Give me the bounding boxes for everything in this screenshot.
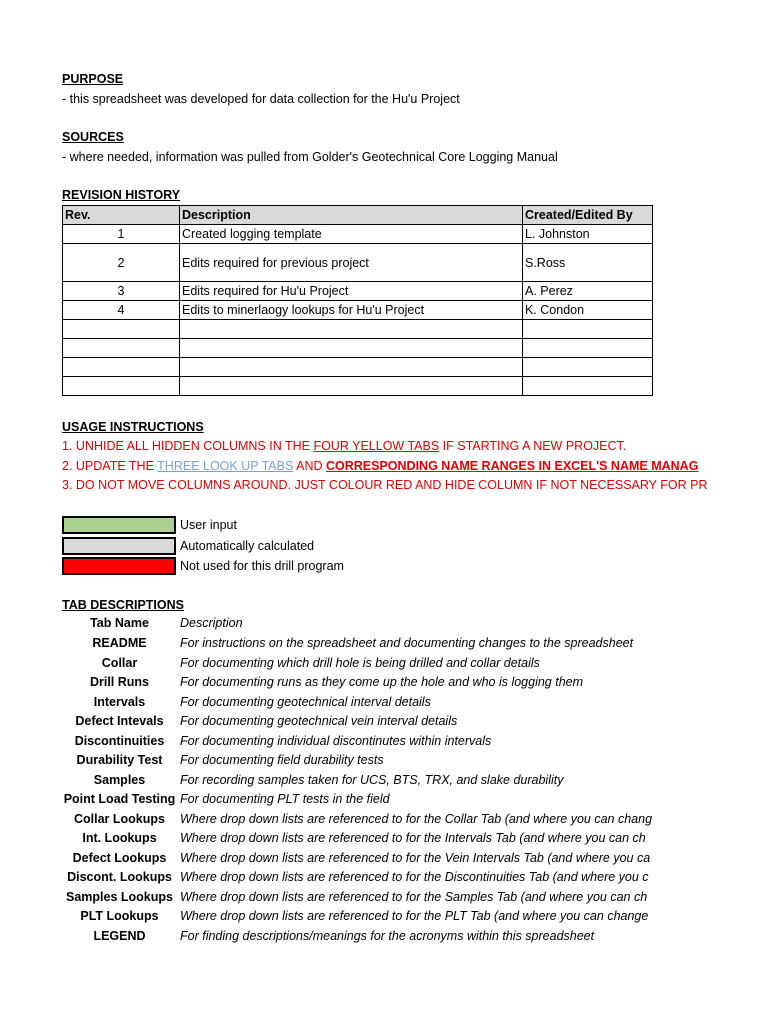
tab-name: PLT Lookups [80,909,159,923]
tab-desc: For finding descriptions/meanings for the acronyms within this spreadsheet [180,928,595,943]
tab-row-intervals [62,693,652,713]
revision-history-heading: REVISION HISTORY [62,188,181,202]
tab-name: Samples [93,772,146,787]
rev-cell[interactable] [63,339,180,358]
tab-row-samples-lookups [62,888,652,908]
description-cell[interactable]: Edits to minerlaogy lookups for Hu'u Project [180,301,523,320]
usage-instruction-1 [62,437,652,455]
tab-row-drill-runs [62,673,652,693]
table-row [63,301,653,320]
tab-desc: Where drop down lists are referenced to for the Samples Tab (and where you can ch [180,889,648,904]
tab-name: Intervals [93,694,146,709]
created-by-cell[interactable] [523,358,653,377]
tab-name: Drill Runs [89,675,150,689]
rev-cell[interactable] [63,320,180,339]
four-yellow-tabs-link[interactable]: FOUR YELLOW TABS [313,439,440,453]
legend-swatch-gray [62,537,176,555]
tab-desc: Where drop down lists are referenced to for the Discontinuities Tab (and where you c [180,870,649,884]
description-cell[interactable] [180,377,523,396]
tab-desc: Where drop down lists are referenced to for the PLT Tab (and where you can change [180,909,649,923]
usage-heading: USAGE INSTRUCTIONS [62,420,204,434]
tab-row-durability-test [62,751,652,771]
tab-row-int-lookups [62,829,652,849]
tab-name: Defect Intevals [75,714,164,728]
three-look-up-tabs-link[interactable]: THREE LOOK UP TABS [157,459,294,473]
created-by-cell[interactable] [523,320,653,339]
description-cell[interactable] [180,358,523,377]
usage-2-text-c: AND [293,459,326,473]
legend-label: Automatically calculated [180,539,315,553]
tab-row-point-load-testing [62,790,652,810]
description-cell[interactable]: Edits required for previous project [180,244,523,282]
description-cell[interactable] [180,320,523,339]
tab-row-collar-lookups [62,810,652,830]
description-cell[interactable]: Created logging template [180,225,523,244]
tab-desc: For instructions on the spreadsheet and documenting changes to the spreadsheet [180,636,634,650]
table-row [63,244,653,282]
table-row [63,225,653,244]
tab-name: Collar Lookups [74,811,165,826]
tab-row-discontinuities [62,732,652,752]
tab-desc: For documenting individual discontinutes within intervals [180,733,492,748]
rev-cell[interactable]: 2 [63,244,180,282]
tab-name: Point Load Testing [63,792,176,806]
tab-name: Discont. Lookups [67,870,172,884]
table-row [63,282,653,301]
description-cell[interactable]: Edits required for Hu'u Project [180,282,523,301]
column-header-rev: Rev. [63,206,180,225]
tab-row-defect-intervals [62,712,652,732]
tab-row-defect-lookups [62,849,652,869]
tab-desc: Where drop down lists are referenced to for the Collar Tab (and where you can chang [180,811,653,826]
tab-row-legend [62,927,652,947]
tab-desc: For documenting geotechnical vein interval details [180,714,458,728]
tab-desc: For documenting field durability tests [180,753,384,767]
tab-name: Collar [101,655,138,670]
tab-name: Defect Lookups [72,850,167,865]
tab-name: Samples Lookups [66,889,173,904]
column-header-created-by: Created/Edited By [523,206,653,225]
tab-name: README [92,636,147,650]
legend-label: User input [180,518,237,532]
name-ranges-link[interactable]: CORRESPONDING NAME RANGES IN EXCEL'S NAME MANAG [325,459,699,473]
tab-desc: For documenting PLT tests in the field [180,792,390,806]
tab-name: Durability Test [76,753,163,767]
tab-name: LEGEND [93,928,146,943]
tab-desc: For documenting runs as they come up the hole and who is logging them [180,675,584,689]
created-by-cell[interactable] [523,339,653,358]
tab-name: Int. Lookups [82,831,157,845]
table-row [63,339,653,358]
usage-instruction-3: 3. DO NOT MOVE COLUMNS AROUND. JUST COLOUR RED AND HIDE COLUMN IF NOT NECESSARY FOR PR [62,478,708,492]
tab-row-plt-lookups [62,907,652,927]
revision-history-table [62,205,653,396]
rev-cell[interactable]: 4 [63,301,180,320]
tab-name-header: Tab Name [90,616,149,630]
table-row [63,358,653,377]
tab-desc: For documenting which drill hole is being drilled and collar details [180,655,540,670]
rev-cell[interactable]: 1 [63,225,180,244]
legend-label: Not used for this drill program [180,559,344,573]
table-row [63,320,653,339]
tab-desc: For recording samples taken for UCS, BTS, TRX, and slake durability [180,772,564,787]
usage-1-text-a: 1. UNHIDE ALL HIDDEN COLUMNS IN THE [62,439,314,453]
usage-1-text-c: IF STARTING A NEW PROJECT. [439,439,627,453]
tab-descriptions-header [62,614,652,634]
created-by-cell[interactable]: A. Perez [523,282,653,301]
tab-desc: Where drop down lists are referenced to for the Vein Intervals Tab (and where you ca [180,850,651,865]
table-header-row [63,206,653,225]
legend-swatch-green [62,516,176,534]
created-by-cell[interactable]: K. Condon [523,301,653,320]
table-row [63,377,653,396]
tab-desc-header: Description [180,616,243,630]
tab-row-collar [62,654,652,674]
rev-cell[interactable] [63,358,180,377]
legend-swatch-red [62,557,176,575]
column-header-description: Description [180,206,523,225]
tab-desc: Where drop down lists are referenced to for the Intervals Tab (and where you can ch [180,831,646,845]
tab-name: Discontinuities [74,733,165,748]
purpose-text: - this spreadsheet was developed for data collection for the Hu'u Project [62,92,460,106]
sources-heading: SOURCES [62,130,124,144]
usage-instruction-2 [62,457,699,475]
created-by-cell[interactable] [523,377,653,396]
description-cell[interactable] [180,339,523,358]
usage-2-text-a: 2. UPDATE THE [62,459,158,473]
rev-cell[interactable] [63,377,180,396]
tab-descriptions-heading: TAB DESCRIPTIONS [62,598,184,612]
tab-row-samples [62,771,652,791]
sources-text: - where needed, information was pulled from Golder's Geotechnical Core Logging Manual [62,150,558,164]
created-by-cell[interactable]: L. Johnston [523,225,653,244]
tab-row-readme [62,634,652,654]
purpose-heading: PURPOSE [62,72,124,86]
rev-cell[interactable]: 3 [63,282,180,301]
tab-desc: For documenting geotechnical interval details [180,694,431,709]
created-by-cell[interactable]: S.Ross [523,244,653,282]
tab-row-discont-lookups [62,868,652,888]
